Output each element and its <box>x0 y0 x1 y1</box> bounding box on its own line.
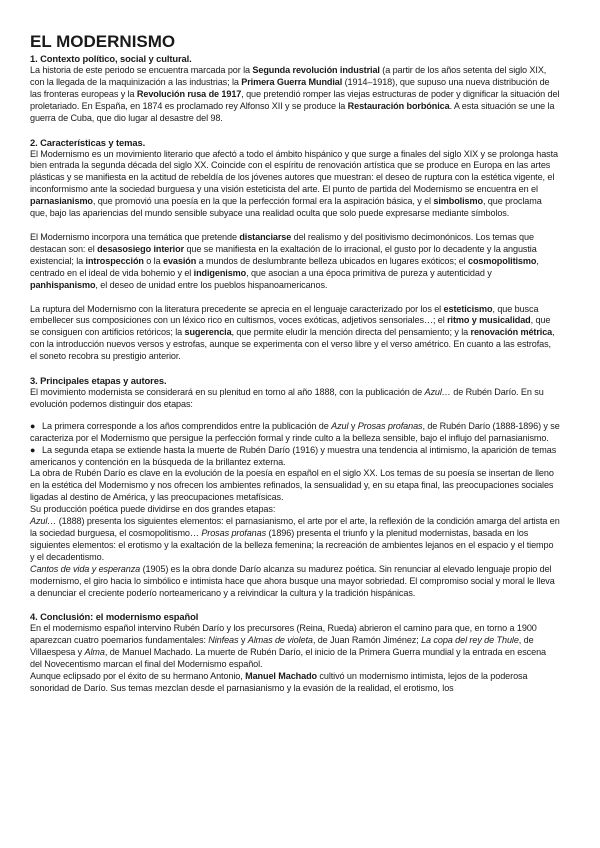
section-3-paragraph-3: Su producción poética puede dividirse en dos grandes etapas: <box>30 504 276 515</box>
section-4-paragraph-1: En el modernismo español intervino Rubén Darío y los precursores (Reina, Rueda) abrieron el camino para que, en torno a 1900 aparezcan cuatro poemarios fundamentales: Ninfeas y Almas de violeta, de Juan Ramón Jiménez; La copa del rey de Thule, de Villaespesa y Alma, de Manuel Machado. La muerte de Rubén Darío, el inicio de la Primera Guerra mundial y la entrada en escena del Novecentismo marcan el final del Modernismo español. <box>30 623 546 670</box>
section-1-paragraph: La historia de este periodo se encuentra marcada por la Segunda revolución industrial (a partir de los años setenta del siglo XIX, con la llegada de la maquinización a las industrias; la Primera Guerra Mundial (1914–1918), que supuso una nueva distribución de las fronteras europeas y la Revolución rusa de 1917, que pretendió romper las viejas estructuras de poder y dignificar la situación del proletariado. En España, en 1874 es proclamado rey Alfonso XII y se produce la Restauración borbónica. A esta situación se une la guerra de Cuba, que dio lugar al desastre del 98. <box>30 65 560 123</box>
section-4-heading: 4. Conclusión: el modernismo español <box>30 611 199 623</box>
section-3-heading: 3. Principales etapas y autores. <box>30 375 167 387</box>
section-2-paragraph-2: El Modernismo incorpora una temática que pretende distanciarse del realismo y del positivismo decimonónicos. Los temas que destacan son: el desasosiego interior que se manifiesta en la exaltación de lo irracional, el gusto por lo decadente y la angustia existencial; la introspección o la evasión a mundos de deslumbrante belleza ubicados en lugares exóticos; el cosmopolitismo, centrado en el ideal de vida bohemio y el indigenismo, que asocian a una época primitiva de pureza y autenticidad y panhispanismo, el deseo de unidad entre los pueblos hispanoamericanos. <box>30 231 539 290</box>
document-title: EL MODERNISMO <box>30 32 176 51</box>
section-2-heading: 2. Características y temas. <box>30 136 146 148</box>
bullet-dot-icon: ● <box>30 420 36 431</box>
bullet-dot-icon: ● <box>30 444 36 455</box>
section-4-paragraph-2: Aunque eclipsado por el éxito de su hermano Antonio, Manuel Machado cultivó un modernismo intimista, lejos de la poderosa sonoridad de Darío. Sus temas mezclan desde el parnasianismo y la evasión de la realidad, el erotismo, los <box>30 671 528 693</box>
section-3-paragraph-5: Cantos de vida y esperanza (1905) es la obra donde Darío alcanza su madurez poética. Sin renunciar al elevado lenguaje propio del modernismo, el giro hacia lo simbólico e intimista hace que ahora busque una mayor sobriedad. El compromiso social y moral le lleva a denunciar el creciente poderío norteamericano y a reivindicar la cultura y la tradición hispánicas. <box>30 563 555 598</box>
section-2-paragraph-1: El Modernismo es un movimiento literario que afectó a todo el ámbito hispánico y que surge a finales del siglo XIX y se prolonga hasta bien entrada la segunda década del siglo XX. Coincide con el espíritu de renovación artística que se produce en Europa en las artes plásticas y se manifiesta en la actitud de rebeldía de los jóvenes autores que muestran: el deseo de ruptura con la estética vigente, el inconformismo ante la sociedad burguesa y una visión esteticista del arte. El punto de partida del Modernismo se encuentra en el parnasianismo, que promovió una poesía en la que la perfección formal era la aspiración básica, y el simbolismo, que proclama que, bajo las apariencias del mundo sensible subyace una realidad oculta que solo puede expresarse mediante símbolos. <box>30 148 558 219</box>
section-1-heading: 1. Contexto político, social y cultural. <box>30 53 192 64</box>
stage-1-bullet: ● La primera corresponde a los años comprendidos entre la publicación de Azul y Prosas profanas, de Rubén Darío (1888-1896) y se caracteriza por el Modernismo que persigue la perfección formal y rinde culto a la belleza sensible, bajo el influjo del parnasianismo. <box>30 420 560 443</box>
section-2-paragraph-3: La ruptura del Modernismo con la literatura precedente se aprecia en el lenguaje caracterizado por los el esteticismo, que busca embellecer sus composiciones con un léxico rico en cultismos, voces exóticas, adjetivos sensoriales…; el ritmo y musicalidad, que se consiguen con artificios retóricos; la sugerencia, que permite eludir la mención directa del pensamiento; y la renovación métrica, con la introducción nuevos versos y estrofas, aunque se experimenta con el verso libre y el verso amétrico. En cuanto a las estrofas, el soneto recobra su prestigio anterior. <box>30 303 555 362</box>
section-3-intro: El movimiento modernista se considerará en su plenitud en torno al año 1888, con la publicación de Azul… de Rubén Darío. En su evolución podemos distinguir dos etapas: <box>30 387 544 409</box>
section-3-paragraph-2: La obra de Rubén Darío es clave en la evolución de la poesía en español en el siglo XX. Los temas de su poesía se insertan de lleno en la estética del Modernismo y nos ofrecen los ambientes refinados, la sensualidad y, en su etapa final, las preocupaciones sociales ligadas al destino de América, y las preocupaciones metafísicas. <box>30 468 554 503</box>
section-3-paragraph-4: Azul… (1888) presenta los siguientes elementos: el parnasianismo, el arte por el arte, la reflexión de la condición amarga del artista en la sociedad burguesa, el cosmopolitismo… Prosas profanas (1896) presenta el triunfo y la plenitud modernistas, basada en los siguientes elementos: el erotismo y la exaltación de la belleza femenina; la recreación de ambientes lejanos en el espacio y el tiempo y el decadentismo. <box>30 516 560 562</box>
stage-2-bullet: ● La segunda etapa se extiende hasta la muerte de Rubén Darío (1916) y muestra una tendencia al intimismo, la aparición de temas americanos y contención en la búsqueda de la brillantez externa. <box>30 444 557 467</box>
